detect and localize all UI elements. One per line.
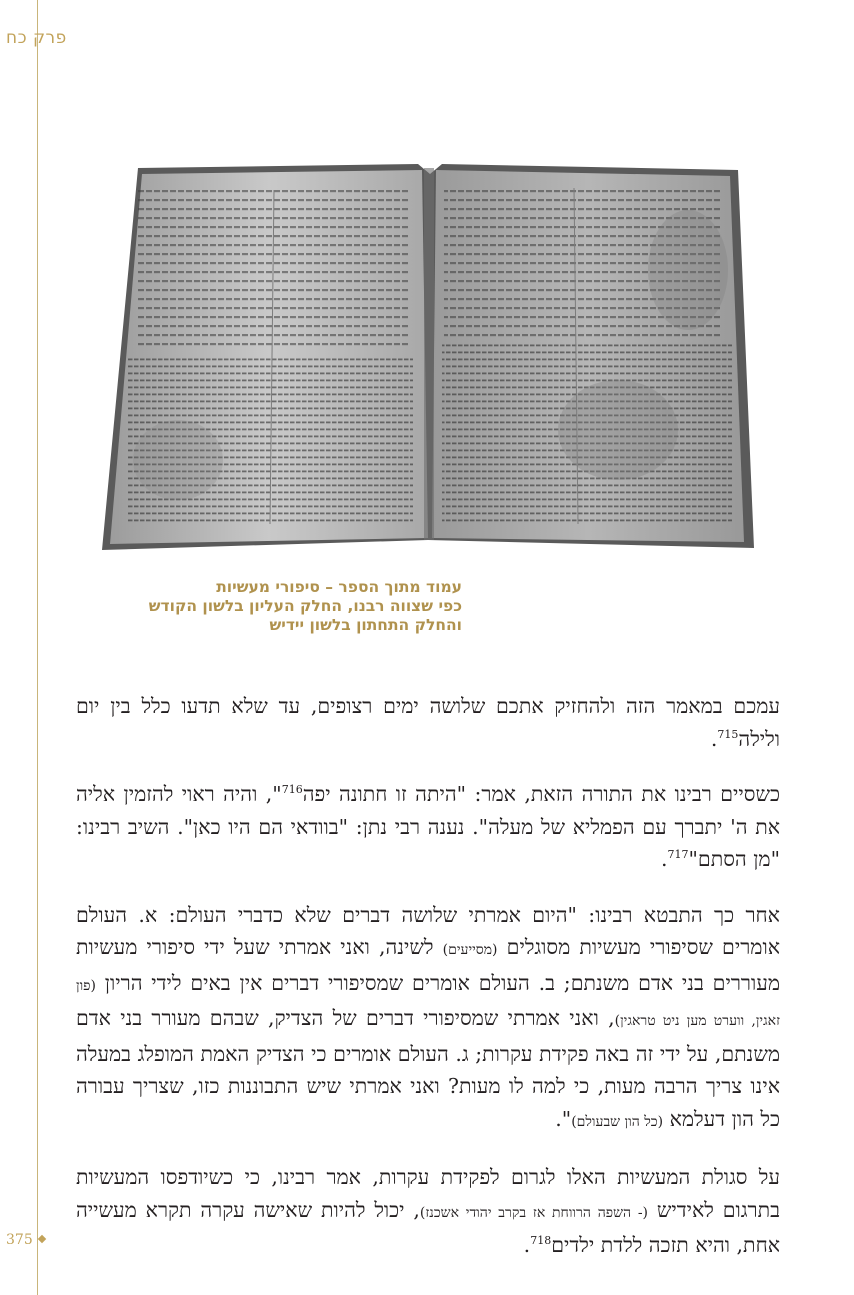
paragraph-4-gloss-a: (- השפה הרווחת אז בקרב יהודי אשכנז) [419, 1204, 649, 1221]
footnote-ref-716[interactable]: 716 [281, 783, 303, 796]
figure-caption [82, 578, 462, 635]
paragraph-3-gloss-c: (כל הון שבעולם) [571, 1113, 664, 1130]
page-number-value: 375 [6, 1232, 33, 1248]
paragraph-3-text-a: אחר כך התבטא רבינו: "היום אמרתי שלושה דברים שלא כדברי העולם: א. העולם אומרים שסיפורי מעשיות מסוגלים [76, 902, 780, 959]
paragraph-2: כשסיים רבינו את התורה הזאת, אמר: "היתה זו חתונה יפה$^{716}$", והיה ראוי להזמין אליה את ה' יתברך עם הפמליא של מעלה". נענה רבי נתן: "בוודאי הם היו כאן". השיב רבינו: "מן הסתם"$^{717}$. [76, 782, 780, 871]
paragraph-4-text-a: על סגולת המעשיות האלו לגרום לפקידת עקרות, אמר רבינו, כי כשיודפסו המעשיות בתרגום לאידיש [76, 1165, 780, 1222]
paragraph-1-text: עמכם במאמר הזה ולהחזיק אתכם שלושה ימים רצופים, עד שלא תדעו כלל בין יום ולילה [76, 694, 780, 751]
book-photo [98, 160, 758, 560]
footnote-ref-717[interactable]: 717 [667, 848, 689, 861]
open-book-image [98, 160, 758, 560]
footnote-ref-715[interactable]: 715 [717, 727, 739, 741]
diamond-icon [37, 1235, 45, 1243]
paragraph-3-gloss-b: (פון זאגין, ווערט מען ניט טראגין) [76, 977, 780, 1029]
caption-line-1: עמוד מתוך הספר – סיפורי מעשיות [216, 578, 462, 596]
paragraph-3-text-d: ". [555, 1106, 572, 1131]
paragraph-3-gloss-a: (מסייעים) [442, 942, 498, 958]
caption-line-3: והחלק התחתון בלשון יידיש [269, 616, 462, 634]
paragraph-2-text-b: ", והיה ראוי להזמין אליה את ה' יתברך עם הפמליא של מעלה". נענה רבי נתן: "בוודאי הם היו כאן". השיב רבינו: "מן הסתם" [76, 782, 780, 871]
main-text [76, 690, 780, 1285]
paragraph-3-text-b: לשינה, ואני אמרתי שעל ידי סיפורי מעשיות מעוררים בני אדם משנתם; ב. העולם אומרים שמסיפורי דברים אין באים לידי הריון [76, 935, 780, 995]
paragraph-4-text-b: , יכול להיות שאישה עקרה תקרא מעשייה אחת, והיא תזכה ללדת ילדים [76, 1197, 780, 1257]
margin-rule [37, 0, 38, 1295]
paragraph-1: עמכם במאמר הזה ולהחזיק אתכם שלושה ימים רצופים, עד שלא תדעו כלל בין יום ולילה$^{715}$. [76, 694, 780, 751]
page-number [6, 1232, 45, 1248]
chapter-heading: פרק כח [6, 28, 67, 48]
paragraph-2-text-a: כשסיים רבינו את התורה הזאת, אמר: "היתה זו חתונה יפה [302, 782, 780, 806]
paragraph-4 [76, 1161, 780, 1262]
paragraph-3-text-c: , ואני אמרתי שמסיפורי דברים של הצדיק, שבהם מעורר בני אדם משנתם, על ידי זה באה פקידת עקרות; ג. העולם אומרים כי הצדיק האמת המופלג במעלה אינו צריך הרבה מעות, כי למה לו מעות? ואני אמרתי שיש התבוננות כזו, שצריך עבורה כל הון דעלמא [76, 1006, 780, 1131]
footnote-ref-718[interactable]: 718 [530, 1234, 552, 1247]
paragraph-4-text-c: . [523, 1233, 531, 1257]
caption-line-2: כפי שצווה רבנו, החלק העליון בלשון הקודש [148, 597, 462, 615]
paragraph-3 [76, 899, 780, 1139]
